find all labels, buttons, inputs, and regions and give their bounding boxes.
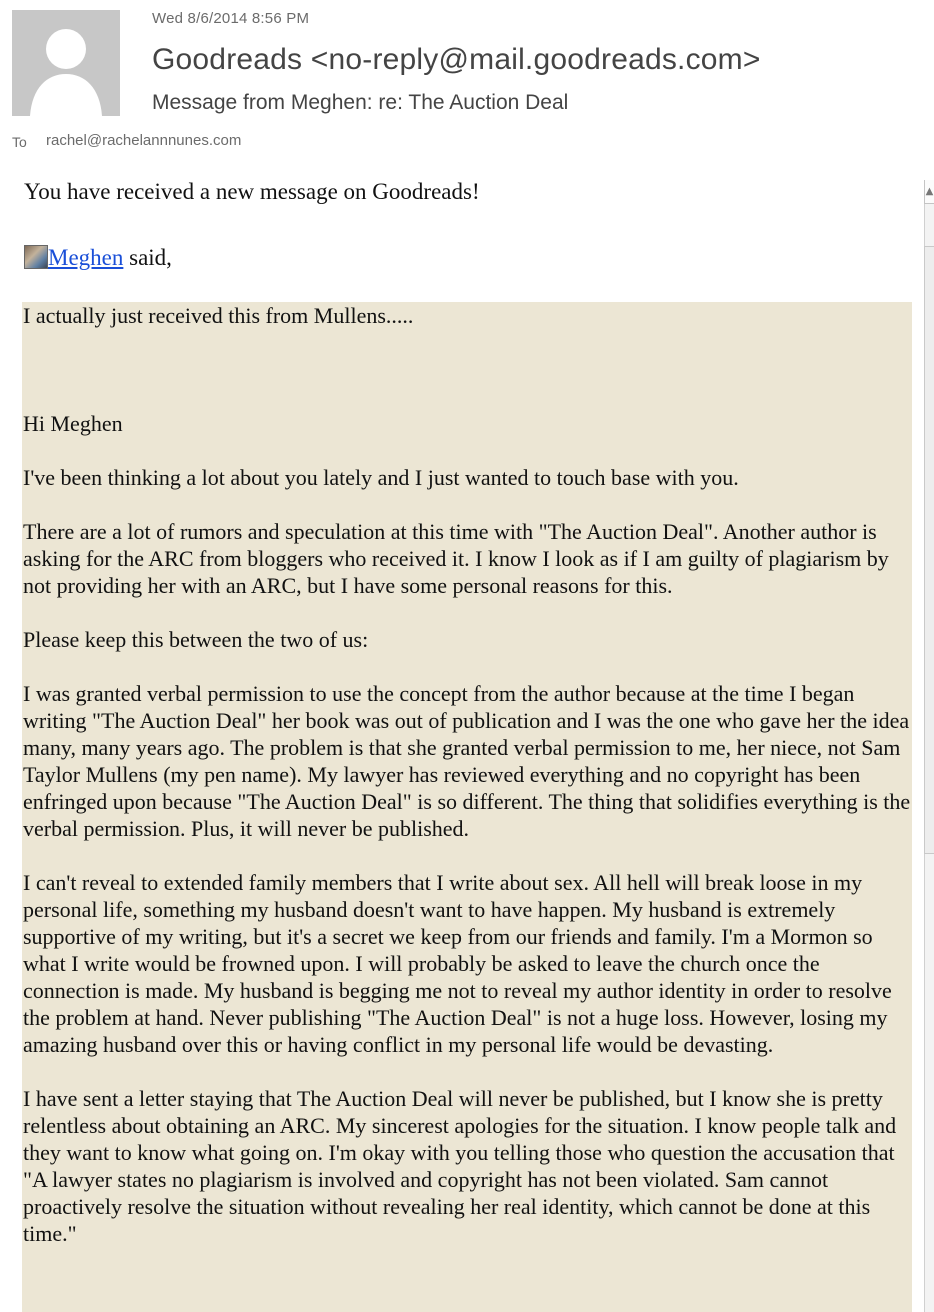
sender-profile-link[interactable]: Meghen — [48, 245, 124, 270]
sender-said-text: said, — [123, 245, 172, 270]
message-subject: Message from Meghen: re: The Auction Deal — [152, 91, 569, 114]
quote-paragraph: There are a lot of rumors and speculation at this time with "The Auction Deal". Another author is asking for the ARC from bloggers who received it. I know I look as if I am guilty of plagiarism by not providing her with an ARC, but I have some personal reasons for this. — [23, 519, 889, 598]
quote-paragraph: I actually just received this from Mullens..... — [23, 303, 414, 328]
message-body — [0, 166, 934, 1312]
sender-address[interactable]: Goodreads <no-reply@mail.goodreads.com> — [152, 43, 761, 76]
quote-paragraph: I can't reveal to extended family members that I write about sex. All hell will break loose in my personal life, something my husband doesn't want to have happen. My husband is extremely supportive of my writing, but it's a secret we keep from our friends and family. I'm a Mormon so what I write would be frowned upon. I will probably be asked to leave the church once the connection is made. My husband is begging me not to reveal my author identity in order to resolve the problem at hand. Never publishing "The Auction Deal" is not a huge loss. However, losing my amazing husband over this or having conflict in my personal life would be devasting. — [23, 870, 892, 1057]
scrollbar-thumb[interactable] — [924, 246, 934, 854]
message-intro: You have received a new message on Goodreads! — [24, 179, 480, 204]
avatar-icon — [12, 10, 120, 116]
chevron-up-icon[interactable]: ▲ — [924, 180, 934, 204]
profile-thumbnail-icon[interactable] — [24, 245, 48, 269]
quote-paragraph: I have sent a letter staying that The Auction Deal will never be published, but I know she is pretty relentless about obtaining an ARC. My sincerest apologies for the situation. I know people talk and they want to know what going on. I'm okay with you telling those who question the accusation that "A lawyer states no plagiarism is involved and copyright has not been violated. Sam cannot proactively resolve the situation without revealing her real identity, which cannot be done at this time." — [23, 1086, 897, 1246]
quote-paragraph: Please keep this between the two of us: — [23, 627, 369, 652]
recipient-address[interactable]: rachel@rachelannnunes.com — [46, 132, 242, 149]
quote-paragraph: I was granted verbal permission to use the concept from the author because at the time I began writing "The Auction Deal" her book was out of publication and I was the one who gave her the idea many, many years ago. The problem is that she granted verbal permission to me, her niece, not Sam Taylor Mullens (my pen name). My lawyer has reviewed everything and no copyright has been enfringed upon because "The Auction Deal" is so different. The thing that solidifies everything is the verbal permission. Plus, it will never be published. — [23, 681, 911, 841]
quote-paragraph: Hi Meghen — [23, 411, 123, 436]
message-date: Wed 8/6/2014 8:56 PM — [152, 10, 310, 27]
quoted-message — [22, 302, 912, 1312]
quote-paragraph: I've been thinking a lot about you lately and I just wanted to touch base with you. — [23, 465, 739, 490]
recipient-label: To — [12, 134, 27, 150]
email-header — [0, 0, 934, 166]
sender-line — [24, 244, 172, 272]
